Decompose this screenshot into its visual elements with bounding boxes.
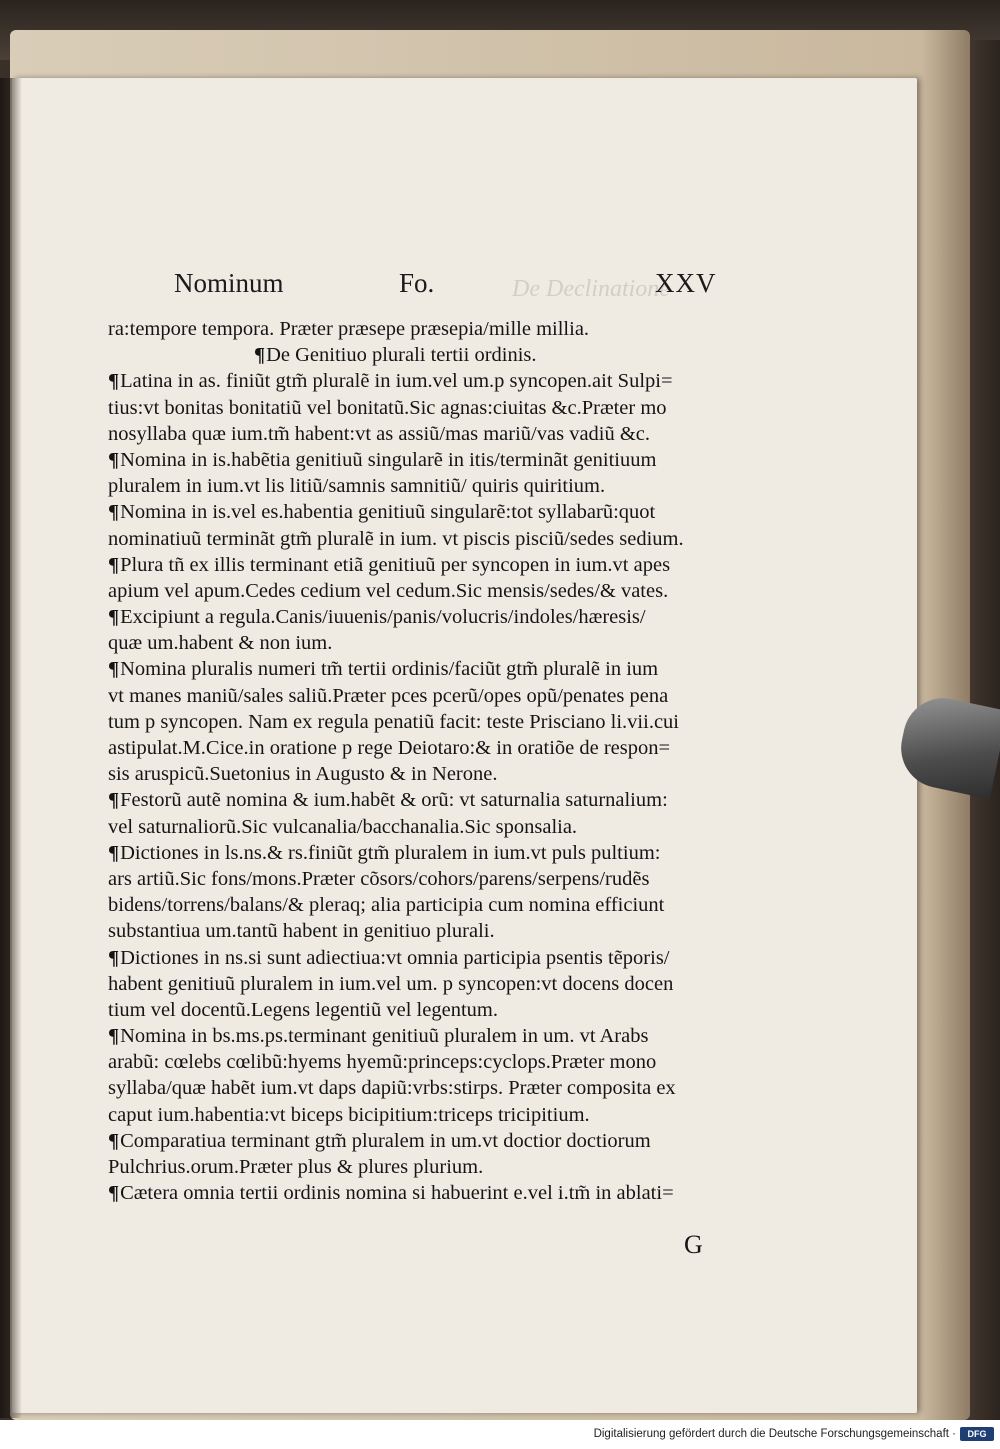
- pilcrow-icon: ¶: [108, 448, 120, 471]
- line-text: tius:vt bonitas bonitatiũ vel bonitatũ.Sic agnas:ciuitas &c.Præter mo: [108, 396, 667, 419]
- line-text: bidens/torrens/balans/& pleraq; alia participia cum nomina efficiunt: [108, 894, 665, 917]
- body-text: [108, 316, 808, 1206]
- line-text: Nomina in is.vel es.habentia genitiuũ singularẽ:tot syllabarũ:quot: [120, 501, 656, 524]
- text-line: [108, 421, 808, 447]
- line-text: pluralem in ium.vt lis litiũ/samnis samnitiũ/ quiris quiritium.: [108, 475, 606, 498]
- line-text: Festorũ autẽ nomina & ium.habẽt & orũ: vt saturnalia saturnalium:: [120, 789, 668, 812]
- line-text: habent genitiuũ pluralem in ium.vel um. p syncopen:vt docens docen: [108, 972, 674, 995]
- text-line: [108, 630, 808, 656]
- text-line: [108, 1154, 808, 1180]
- text-line: [108, 316, 808, 342]
- pilcrow-icon: ¶: [108, 946, 120, 969]
- text-line: [108, 395, 808, 421]
- line-text: ra:tempore tempora. Præter præsepe præsepia/mille millia.: [108, 318, 590, 340]
- line-text: syllaba/quæ habẽt ium.vt daps dapiũ:vrbs:stirps. Præter composita ex: [108, 1077, 676, 1100]
- text-line: [108, 1102, 808, 1128]
- line-text: Pulchrius.orum.Præter plus & plures plurium.: [108, 1156, 484, 1178]
- paragraph-start-line: [108, 1180, 808, 1206]
- paragraph-start-line: [108, 552, 808, 578]
- pilcrow-icon: ¶: [108, 606, 120, 629]
- line-text: caput ium.habentia:vt biceps bicipitium:triceps tricipitium.: [108, 1103, 590, 1126]
- pilcrow-icon: ¶: [108, 789, 120, 812]
- line-text: substantiua um.tantũ habent in genitiuo plurali.: [108, 920, 495, 943]
- pilcrow-icon: ¶: [108, 370, 120, 393]
- text-line: [108, 971, 808, 997]
- show-through-text: De Declinatione: [512, 276, 670, 302]
- text-line: [108, 709, 808, 735]
- line-text: astipulat.M.Cice.in oratione p rege Deiotaro:& in oratiõe de respon=: [108, 737, 671, 759]
- paragraph-start-line: [108, 447, 808, 473]
- line-text: Dictiones in ls.ns.& rs.finiũt gtm̃ pluralem in ium.vt puls pultium:: [120, 841, 661, 864]
- text-line: [108, 735, 808, 761]
- line-text: arabũ: cœlebs cœlibũ:hyems hyemũ:princeps:cyclops.Præter mono: [108, 1051, 657, 1074]
- footer-bar: [0, 1420, 1000, 1449]
- line-text: Comparatiua terminant gtm̃ pluralem in um.vt doctior doctiorum: [120, 1129, 651, 1152]
- header-title: Nominum: [174, 268, 284, 298]
- line-text: sis aruspicũ.Suetonius in Augusto & in Nerone.: [108, 763, 498, 786]
- line-text: tium vel docentũ.Legens legentiũ vel legentum.: [108, 998, 498, 1021]
- footer-credit: Digitalisierung gefördert durch die Deutsche Forschungsgemeinschaft ·: [593, 1428, 956, 1440]
- text-line: [108, 997, 808, 1023]
- line-text: vt manes maniũ/sales saliũ.Præter pces pcerũ/opes opũ/penates pena: [108, 684, 669, 707]
- text-line: [108, 526, 808, 552]
- paragraph-start-line: [108, 1128, 808, 1154]
- paragraph-start-line: [108, 1023, 808, 1049]
- line-text: Plura tñ ex illis terminant etiã genitiuũ per syncopen in ium.vt apes: [120, 553, 671, 576]
- line-text: tum p syncopen. Nam ex regula penatiũ facit: teste Prisciano li.vii.cui: [108, 710, 679, 733]
- line-text: Dictiones in ns.si sunt adiectiua:vt omnia participia psentis tẽporis/: [120, 946, 670, 969]
- running-header: [12, 268, 917, 308]
- line-text: apium vel apum.Cedes cedium vel cedum.Sic mensis/sedes/& vates.: [108, 579, 669, 602]
- text-line: [108, 918, 808, 944]
- pilcrow-icon: ¶: [108, 658, 120, 681]
- line-text: nominatiuũ terminãt gtm̃ pluralẽ in ium. vt piscis pisciũ/sedes sedium.: [108, 527, 684, 550]
- dfg-logo: DFG: [960, 1427, 994, 1441]
- text-line: [108, 1049, 808, 1075]
- header-folio-number: XXV: [655, 268, 717, 298]
- line-text: Nomina pluralis numeri tm̃ tertii ordinis/faciũt gtm̃ pluralẽ in ium: [120, 658, 659, 681]
- pilcrow-icon: ¶: [254, 344, 266, 367]
- text-line: [108, 814, 808, 840]
- book-page: [12, 78, 917, 1413]
- pilcrow-icon: ¶: [108, 1182, 120, 1205]
- text-line: [108, 473, 808, 499]
- text-line: [108, 1075, 808, 1101]
- pilcrow-icon: ¶: [108, 501, 120, 524]
- paragraph-start-line: [108, 604, 808, 630]
- line-text: Latina in as. finiũt gtm̃ pluralẽ in ium.vel um.p syncopen.ait Sulpi=: [120, 370, 673, 393]
- pilcrow-icon: ¶: [108, 553, 120, 576]
- text-line: [108, 892, 808, 918]
- line-text: Excipiunt a regula.Canis/iuuenis/panis/volucris/indoles/hæresis/: [120, 606, 646, 629]
- spine-shadow: [0, 78, 22, 1418]
- line-text: quæ um.habent & non ium.: [108, 632, 333, 655]
- pilcrow-icon: ¶: [108, 1025, 120, 1048]
- paragraph-start-line: [108, 840, 808, 866]
- line-text: nosyllaba quæ ium.tm̃ habent:vt as assiũ/mas mariũ/vas vadiũ &c.: [108, 422, 651, 445]
- section-heading: [108, 342, 808, 368]
- line-text: vel saturnaliorũ.Sic vulcanalia/bacchanalia.Sic sponsalia.: [108, 815, 578, 838]
- text-line: [108, 761, 808, 787]
- signature-mark: G: [684, 1230, 703, 1259]
- text-line: [108, 578, 808, 604]
- pilcrow-icon: ¶: [108, 1129, 120, 1152]
- text-line: [108, 866, 808, 892]
- paragraph-start-line: [108, 787, 808, 813]
- line-text: Nomina in bs.ms.ps.terminant genitiuũ pluralem in um. vt Arabs: [120, 1025, 649, 1048]
- line-text: ars artiũ.Sic fons/mons.Præter cõsors/cohors/parens/serpens/rudẽs: [108, 867, 650, 890]
- pilcrow-icon: ¶: [108, 841, 120, 864]
- line-text: De Genitiuo plurali tertii ordinis.: [266, 344, 537, 367]
- text-line: [108, 683, 808, 709]
- paragraph-start-line: [108, 656, 808, 682]
- paragraph-start-line: [108, 368, 808, 394]
- paragraph-start-line: [108, 945, 808, 971]
- paragraph-start-line: [108, 499, 808, 525]
- line-text: Nomina in is.habẽtia genitiuũ singularẽ in itis/terminãt genitiuum: [120, 448, 657, 471]
- header-folio-label: Fo.: [399, 268, 435, 298]
- line-text: Cætera omnia tertii ordinis nomina si habuerint e.vel i.tm̃ in ablati=: [120, 1182, 674, 1205]
